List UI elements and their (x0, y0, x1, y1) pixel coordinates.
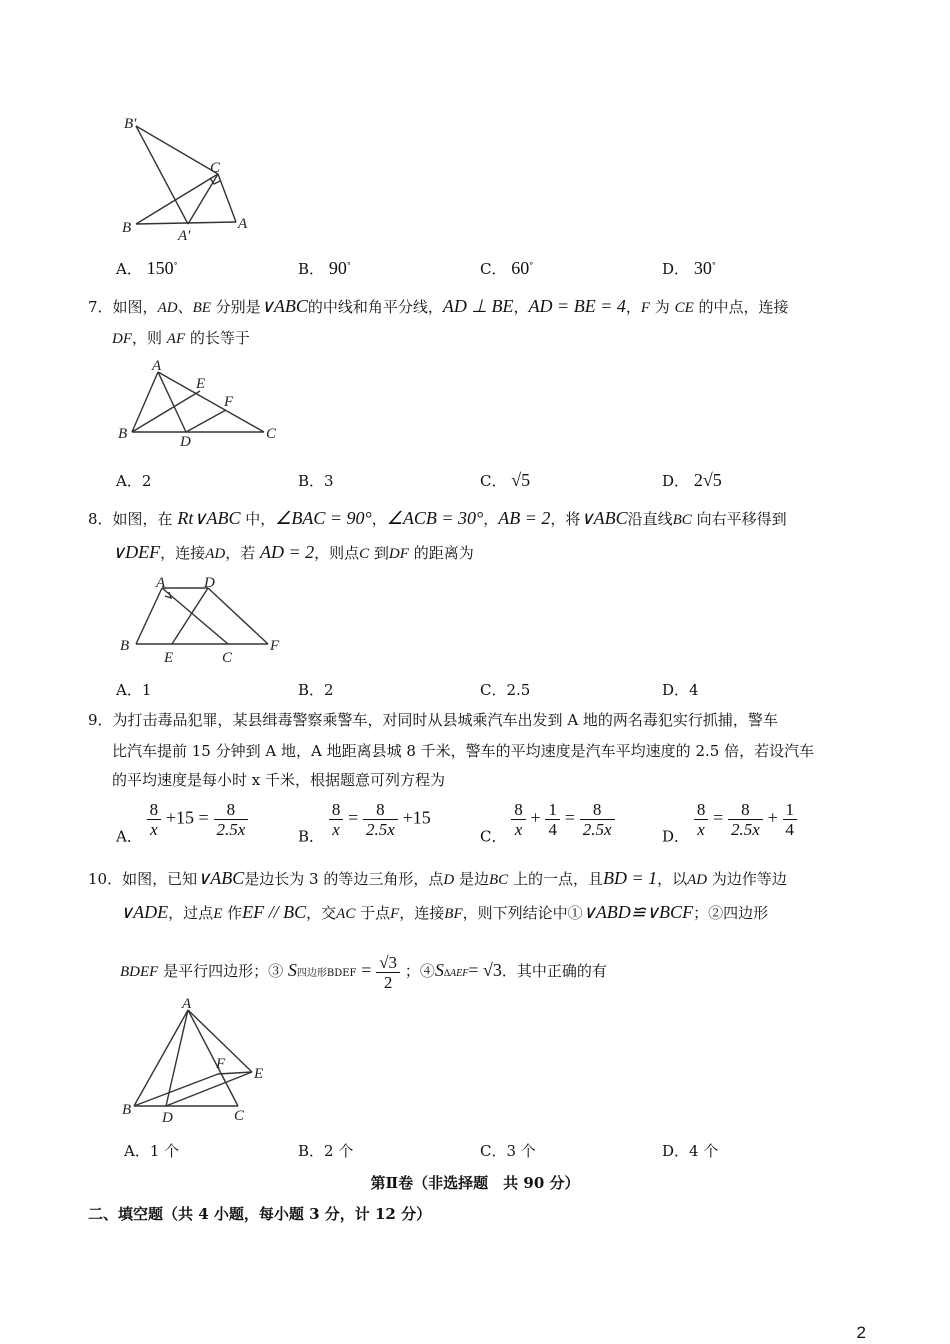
q10-stem-line1: 10．如图，已知∨ABC是边长为 3 的等边三角形，点D 是边BC 上的一点，且BD = 1，以AD 为边作等边 (88, 868, 787, 888)
q10-label-b: B (122, 1102, 132, 1118)
q10-option-a[interactable]: A．1 个 (124, 1142, 180, 1160)
q9-d-frac-end: $\frac{1}{4}$ (783, 800, 798, 839)
q8-option-d[interactable]: D．4 (662, 681, 699, 699)
q8-label-f: F (270, 638, 280, 654)
q7-option-d[interactable]: D． 2√5 (662, 470, 722, 490)
q9-c-frac-mid: $\frac{1}{4}$ (545, 800, 560, 839)
q7-figure (114, 358, 284, 450)
q7-option-a[interactable]: A．2 (116, 472, 152, 490)
q8-label-a: A (156, 575, 166, 591)
q6-label-bprime: B′ (124, 116, 137, 132)
q9-a-frac-rhs: $\frac{8}{2.5x}$ (214, 800, 249, 839)
q7-label-c: C (266, 426, 277, 442)
q8-label-e: E (164, 650, 174, 666)
q9-c-frac-lhs: $\frac{8}{x}$ (511, 800, 526, 839)
q7-label-b: B (118, 426, 128, 442)
q9-option-b[interactable]: B． $\frac{8}{x}$ = $\frac{8}{2.5x}$ +15 (298, 800, 431, 846)
q7-option-b[interactable]: B．3 (298, 472, 334, 490)
q8-label-c: C (222, 650, 233, 666)
q10-option-b[interactable]: B．2 个 (298, 1142, 354, 1160)
q6-figure (118, 112, 258, 244)
q6-label-c: C (210, 160, 221, 176)
page-number: 2 (856, 1323, 866, 1342)
q6-option-a[interactable]: A． 150° (116, 258, 178, 278)
q10-stem-line3: BDEF 是平行四边形；③ S四边形BDEF = $\frac{√3}{2}$ ；④S∆AEF= √3．其中正确的有 (120, 952, 607, 992)
q9-option-d[interactable]: D． $\frac{8}{x}$ = $\frac{8}{2.5x}$ + $\frac{1}{4}$ (662, 800, 797, 847)
q8-label-d: D (204, 575, 215, 591)
q9-option-c[interactable]: C． $\frac{8}{x}$ + $\frac{1}{4}$ = $\frac{8}{2.5x}$ (480, 800, 615, 847)
q7-label-e: E (196, 376, 206, 392)
q6-option-c[interactable]: C． 60° (480, 258, 534, 278)
q8-figure (116, 574, 286, 666)
q8-option-c[interactable]: C．2.5 (480, 681, 531, 699)
q8-option-a[interactable]: A．1 (116, 681, 152, 699)
q9-c-frac-rhs: $\frac{8}{2.5x}$ (580, 800, 615, 839)
q8-stem-line1: 8．如图，在 Rt∨ABC 中，∠BAC = 90°，∠ACB = 30°，AB = 2，将∨ABC沿直线BC 向右平移得到 (88, 508, 787, 528)
q9-stem-line3: 的平均速度是每小时 x 千米，根据题意可列方程为 (112, 771, 445, 789)
q6-option-d[interactable]: D． 30° (662, 258, 716, 278)
q7-label-d: D (180, 434, 191, 450)
q6-label-b: B (122, 220, 132, 236)
q7-stem-line2: DF，则 AF 的长等于 (112, 329, 250, 347)
q10-label-e: E (254, 1066, 264, 1082)
q8-option-b[interactable]: B．2 (298, 681, 334, 699)
q9-a-frac-lhs: $\frac{8}{x}$ (147, 800, 162, 839)
q9-d-frac-rhs: $\frac{8}{2.5x}$ (728, 800, 763, 839)
q10-option-d[interactable]: D．4 个 (662, 1142, 719, 1160)
fill-in-section-title: 二、填空题（共 4 小题，每小题 3 分，计 12 分） (88, 1205, 432, 1223)
q10-frac-sqrt3-over-2: $\frac{√3}{2}$ (376, 953, 400, 992)
q10-label-a: A (182, 998, 192, 1012)
section-2-title: 第Ⅱ卷（非选择题 共 90 分） (370, 1174, 580, 1192)
q8-stem-line2: ∨DEF，连接AD，若 AD = 2，则点C 到DF 的距离为 (112, 542, 474, 562)
q9-stem-line1: 9．为打击毒品犯罪，某县缉毒警察乘警车，对同时从县城乘汽车出发到 A 地的两名毒犯实行抓捕，警车 (88, 711, 778, 729)
q6-label-a: A (238, 216, 248, 232)
q10-label-f: F (216, 1056, 226, 1072)
q7-label-a: A (152, 358, 162, 374)
q6-option-b[interactable]: B． 90° (298, 258, 351, 278)
q7-option-c[interactable]: C． √5 (480, 470, 531, 490)
q9-d-frac-lhs: $\frac{8}{x}$ (694, 800, 709, 839)
q10-label-c: C (234, 1108, 245, 1124)
q7-stem-line1: 7．如图，AD、BE 分别是∨ABC的中线和角平分线，AD ⊥ BE，AD = BE = 4，F 为 CE 的中点，连接 (88, 296, 789, 316)
q9-option-a[interactable]: A． $\frac{8}{x}$ +15 = $\frac{8}{2.5x}$ (116, 800, 248, 847)
q9-stem-line2: 比汽车提前 15 分钟到 A 地，A 地距离县城 8 千米，警车的平均速度是汽车平均速度的 2.5 倍，若设汽车 (112, 742, 815, 760)
q10-stem-line2: ∨ADE，过点E 作EF // BC，交AC 于点F，连接BF，则下列结论中①∨ABD≌∨BCF；②四边形 (120, 902, 769, 922)
q9-b-frac-rhs: $\frac{8}{2.5x}$ (363, 800, 398, 839)
q6-label-aprime: A′ (178, 228, 191, 244)
q10-figure (118, 998, 278, 1126)
q8-label-b: B (120, 638, 130, 654)
q7-label-f: F (224, 394, 234, 410)
q10-option-c[interactable]: C．3 个 (480, 1142, 536, 1160)
q10-label-d: D (162, 1110, 173, 1126)
q9-b-frac-lhs: $\frac{8}{x}$ (329, 800, 344, 839)
